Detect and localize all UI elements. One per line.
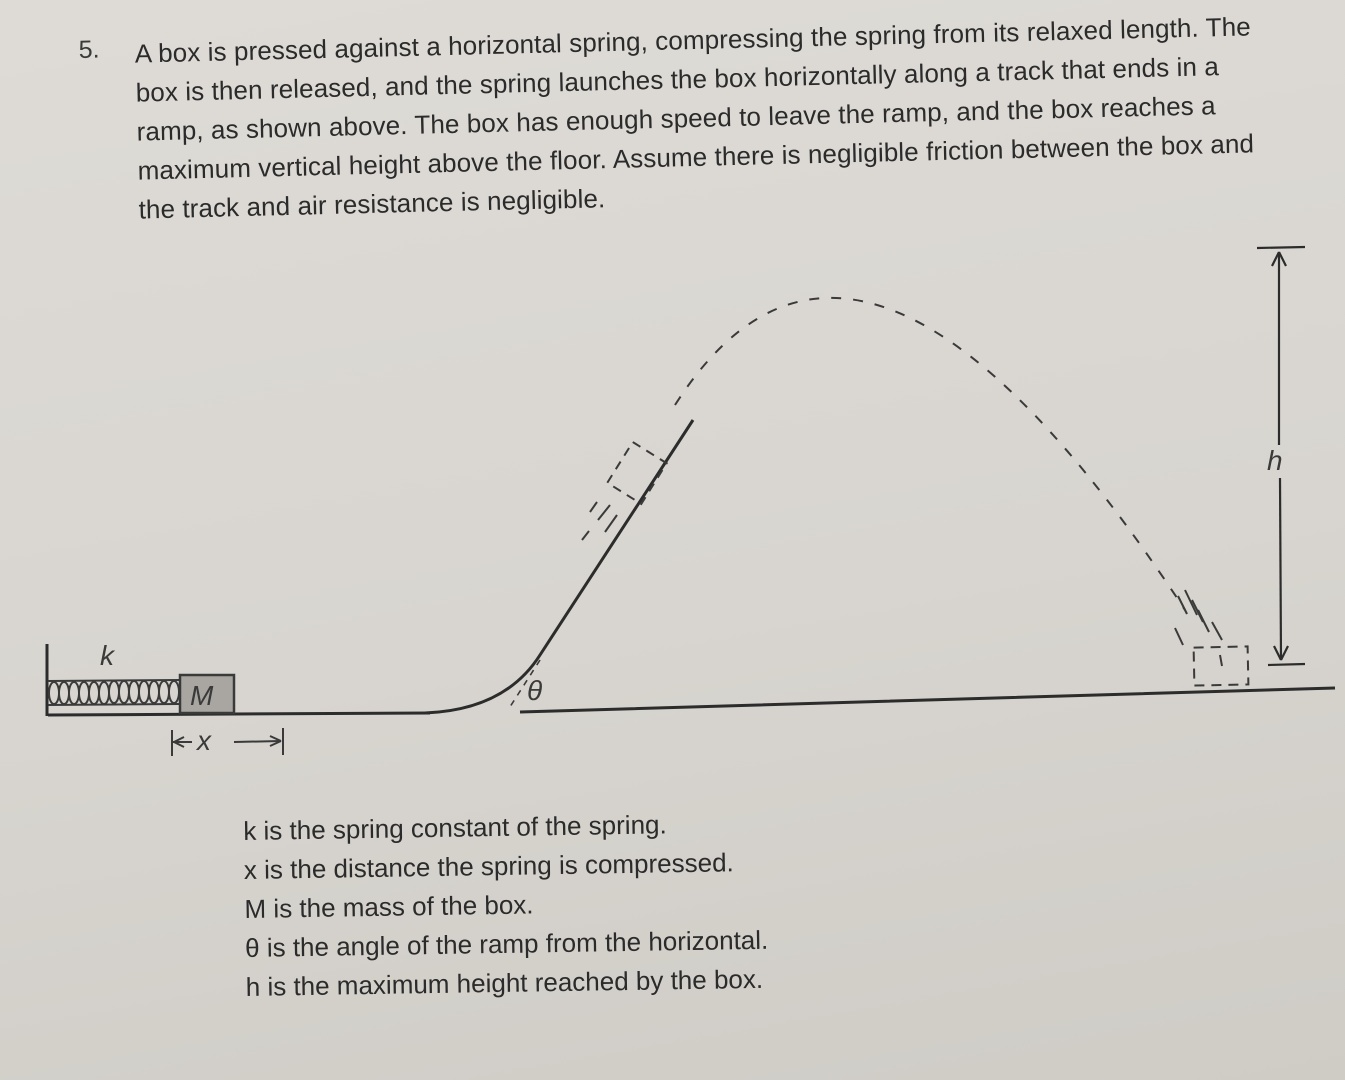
- legend-item-x: x is the distance the spring is compressed.: [243, 847, 734, 885]
- compression-label: x: [197, 725, 211, 756]
- spring: [48, 680, 180, 705]
- landed-box-mark: [1220, 655, 1222, 666]
- legend-item-k: k is the spring constant of the spring.: [243, 809, 667, 846]
- ramp-motion-lines: [582, 502, 617, 540]
- question-number: 5.: [78, 35, 100, 64]
- compression-dimension: [172, 728, 283, 756]
- height-label: h: [1267, 445, 1283, 476]
- spring-label: k: [100, 640, 114, 671]
- trajectory: [675, 298, 1185, 610]
- angle-label: θ: [527, 675, 543, 706]
- landing-motion-lines: [1175, 590, 1222, 645]
- mass-label: M: [190, 680, 214, 711]
- question-text: A box is pressed against a horizontal spring, compressing the spring from its relaxed length. The box is then released, and the spring launches the box horizontally along a track that ends in a ramp, as shown above. The box has enough speed to leave the ramp, and the box reaches a maximum vertical height above the floor. Assume there is negligible friction between the box and the track and air resistance is negligible.: [134, 11, 1255, 225]
- legend-item-m: M is the mass of the box.: [244, 889, 534, 924]
- legend-item-h: h is the maximum height reached by the box.: [245, 963, 764, 1002]
- floor-line: [48, 688, 1335, 715]
- legend-item-theta: θ is the angle of the ramp from the horizontal.: [244, 924, 769, 963]
- variable-legend: [243, 801, 946, 1007]
- ramp: [425, 420, 693, 713]
